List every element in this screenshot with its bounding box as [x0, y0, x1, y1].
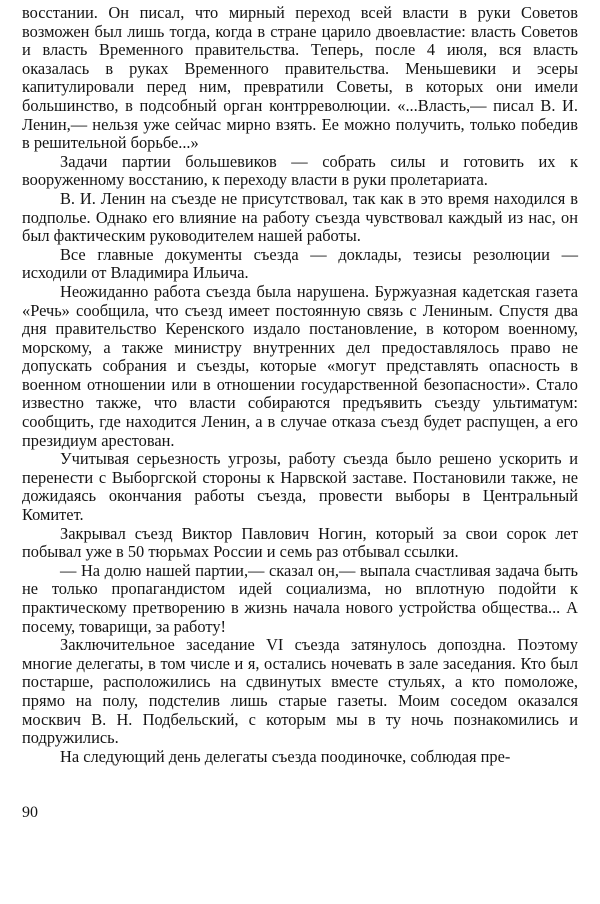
- paragraph-7: Закрывал съезд Виктор Павлович Ногин, который за свои сорок лет побывал уже в 50 тюрьмах России и семь раз отбывал ссылки.: [22, 523, 578, 562]
- paragraph-6: Учитывая серьезность угрозы, работу съезда было решено ускорить и перенести с Выборгской стороны к Нарвской заставе. Постановили также, не дожидаясь окончания работы съезда, провести выборы в Центральный Комитет.: [22, 449, 578, 525]
- paragraph-10: На следующий день делегаты съезда поодиночке, соблюдая пре-: [60, 746, 511, 766]
- paragraph-2: Задачи партии большевиков — собрать силы и готовить их к вооруженному восстанию, к переходу власти в руки пролетариата.: [22, 151, 578, 190]
- page-number: 90: [22, 804, 38, 821]
- paragraph-9: Заключительное заседание VI съезда затянулось допоздна. Поэтому многие делегаты, в том числе и я, остались ночевать в зале заседания. Кто был постарше, расположились на сдвинутых вместе стульях, а кто помоложе, прямо на полу, подстелив лишь старые газеты. Моим соседом оказался москвич В. Н. Подбельский, с которым мы в ту ночь познакомились и подружились.: [22, 635, 578, 748]
- paragraph-3: В. И. Ленин на съезде не присутствовал, так как в это время находился в подполье. Однако его влияние на работу съезда чувствовал каждый из нас, он был фактическим руководителем нашей работы.: [22, 188, 578, 246]
- page-body: [22, 4, 578, 766]
- paragraph-5: Неожиданно работа съезда была нарушена. Буржуазная кадетская газета «Речь» сообщила, что съезд имеет постоянную связь с Лениным. Спустя два дня правительство Керенского издало постановление, в котором военному, морскому, а также министру внутренних дел предоставлялось право не допускать собрания и съезды, которые «могут представлять опасность в военном отношении или в отношении государственной безопасности». Стало известно также, что власти собираются предъявить съезду ультиматум: сообщить, где находится Ленин, а в случае отказа съезд будет распущен, а его президиум арестован.: [22, 281, 578, 450]
- paragraph-1: восстании. Он писал, что мирный переход всей власти в руки Советов возможен был лишь тогда, когда в стране царило двоевластие: власть Советов и власть Временного правительства. Теперь, после 4 июля, вся власть оказалась в руках Временного правительства. Меньшевики и эсеры капитулировали перед ним, превратили Советы, в которых они имели большинство, в подсобный орган контрреволюции. «...Власть,— писал В. И. Ленин,— нельзя уже сейчас мирно взять. Ее можно получить, только победив в решительной борьбе...»: [22, 3, 578, 153]
- paragraph-8: — На долю нашей партии,— сказал он,— выпала счастливая задача быть не только пропагандистом идей социализма, но вплотную подойти к практическому претворению в жизнь начала нового устройства общества... А посему, товарищи, за работу!: [22, 560, 578, 636]
- paragraph-4: Все главные документы съезда — доклады, тезисы резолюции — исходили от Владимира Ильича.: [22, 244, 578, 283]
